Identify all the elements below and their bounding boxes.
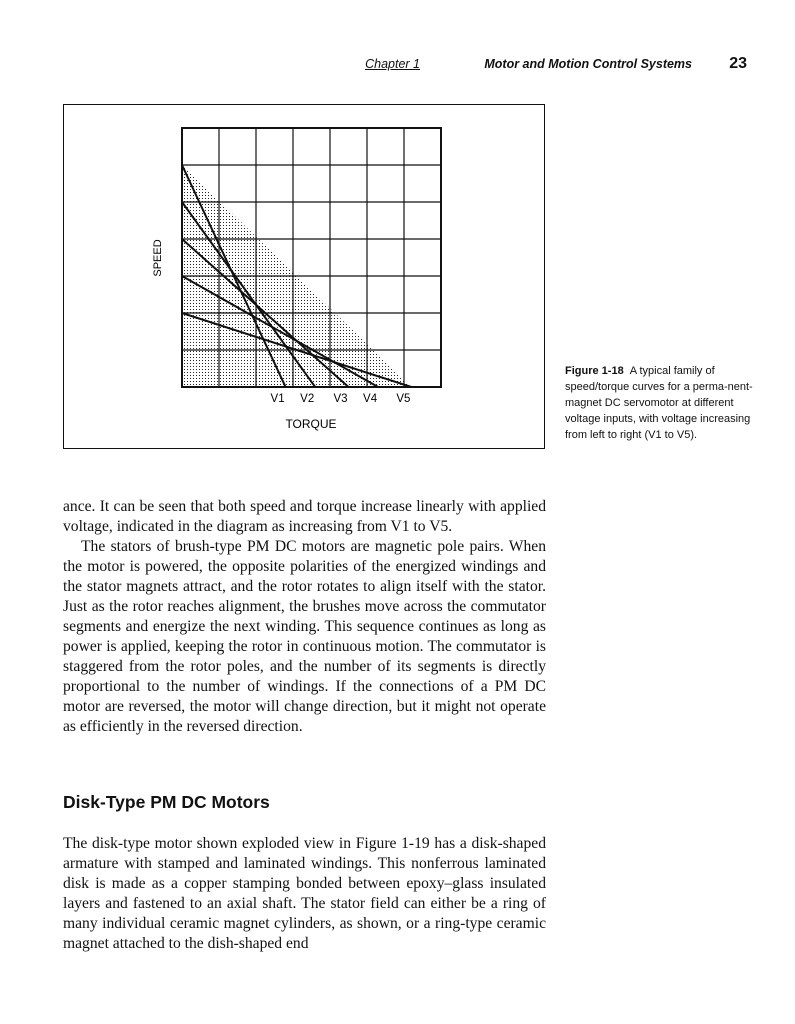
- curve-label-v3: V3: [333, 393, 348, 405]
- running-head-section: Motor and Motion Control Systems: [484, 57, 692, 71]
- figure-caption-text: A typical family of speed/torque curves for a perma-nent-magnet DC servomotor at different voltage inputs, with voltage increasing from left to right (V1 to V5).: [565, 365, 753, 441]
- body-text-lower: [63, 834, 546, 954]
- paragraph: The stators of brush-type PM DC motors are magnetic pole pairs. When the motor is powered, the opposite polarities of the energized windings and the stator magnets attract, and the rotor rotates to align itself with the stator. Just as the rotor reaches alignment, the brushes move across the commutator segments and energize the next winding. This sequence continues as long as power is applied, keeping the rotor in continuous motion. The commutator is staggered from the rotor poles, and the number of its segments is directly proportional to the number of windings. If the connections of a PM DC motor are reversed, the motor will change direction, but it might not operate as efficiently in the reversed direction.: [63, 538, 546, 735]
- page-number: 23: [729, 55, 747, 72]
- curve-label-v1: V1: [270, 393, 285, 405]
- curve-label-v4: V4: [363, 393, 378, 405]
- figure-frame: [63, 104, 545, 449]
- curve-label-v2: V2: [300, 393, 315, 405]
- curve-label-v5: V5: [396, 393, 411, 405]
- section-heading: Disk-Type PM DC Motors: [63, 792, 270, 812]
- body-text-upper: [63, 497, 546, 737]
- speed-torque-chart: [64, 105, 546, 450]
- running-head-chapter: Chapter 1: [365, 57, 420, 71]
- running-head: [0, 55, 747, 75]
- y-axis-label: SPEED: [152, 239, 164, 277]
- figure-caption: [565, 363, 755, 443]
- paragraph: ance. It can be seen that both speed and torque increase linearly with applied voltage, indicated in the diagram as increasing from V1 to V5.: [63, 498, 546, 535]
- figure-caption-label: Figure 1-18: [565, 365, 624, 377]
- x-axis-label: TORQUE: [285, 417, 337, 431]
- paragraph: The disk-type motor shown exploded view in Figure 1-19 has a disk-shaped armature with stamped and laminated windings. This nonferrous laminated disk is made as a copper stamping bonded between epoxy–glass insulated layers and fastened to an axial shaft. The stator field can either be a ring of many individual ceramic magnet cylinders, as shown, or a ring-type ceramic magnet attached to the dish-shaped end: [63, 835, 546, 952]
